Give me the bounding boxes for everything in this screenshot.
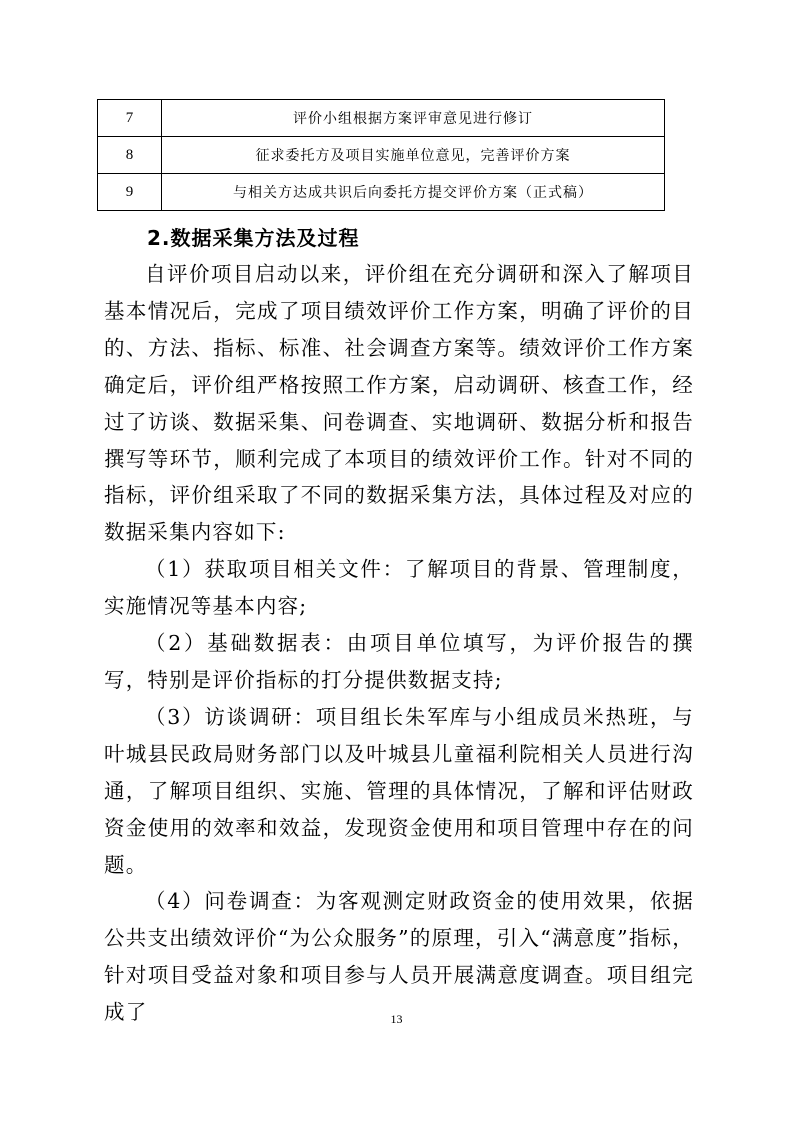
paragraph-item-1: （1）获取项目相关文件：了解项目的背景、管理制度，实施情况等基本内容; <box>104 557 694 619</box>
paragraph-item-3: （3）访谈调研：项目组长朱军库与小组成员米热班，与叶城县民政局财务部门以及叶城县儿童福利院相关人员进行沟通，了解项目组织、实施、管理的具体情况，了解和评估财政资金使用的效率和效益，发现资金使用和项目管理中存在的问题。 <box>104 704 694 877</box>
paragraph-intro: 自评价项目启动以来，评价组在充分调研和深入了解项目基本情况后，完成了项目绩效评价工作方案，明确了评价的目的、方法、指标、标准、社会调查方案等。绩效评价工作方案确定后，评价组严格按照工作方案，启动调研、核查工作，经过了访谈、数据采集、问卷调查、实地调研、数据分析和报告撰写等环节，顺利完成了本项目的绩效评价工作。针对不同的指标，评价组采取了不同的数据采集方法，具体过程及对应的数据采集内容如下: <box>104 262 694 545</box>
step-description: 与相关方达成共识后向委托方提交评价方案（正式稿） <box>162 174 665 211</box>
step-number: 9 <box>98 174 162 211</box>
step-number: 8 <box>98 137 162 174</box>
step-number: 7 <box>98 100 162 137</box>
paragraph-item-2: （2）基础数据表：由项目单位填写，为评价报告的撰写，特别是评价指标的打分提供数据支持; <box>104 631 694 692</box>
table-row <box>98 100 665 137</box>
process-steps-table <box>97 99 665 211</box>
table-row <box>98 174 665 211</box>
step-description: 征求委托方及项目实施单位意见，完善评价方案 <box>162 137 665 174</box>
paragraph-item-4: （4）问卷调查：为客观测定财政资金的使用效果，依据公共支出绩效评价“为公众服务”的原理，引入“满意度”指标，针对项目受益对象和项目参与人员开展满意度调查。项目组完成了 <box>104 889 694 1025</box>
step-description: 评价小组根据方案评审意见进行修订 <box>162 100 665 137</box>
body-text <box>104 256 694 1031</box>
section-heading: 2.数据采集方法及过程 <box>147 226 360 250</box>
table-row <box>98 137 665 174</box>
page-number: 13 <box>390 1012 403 1026</box>
